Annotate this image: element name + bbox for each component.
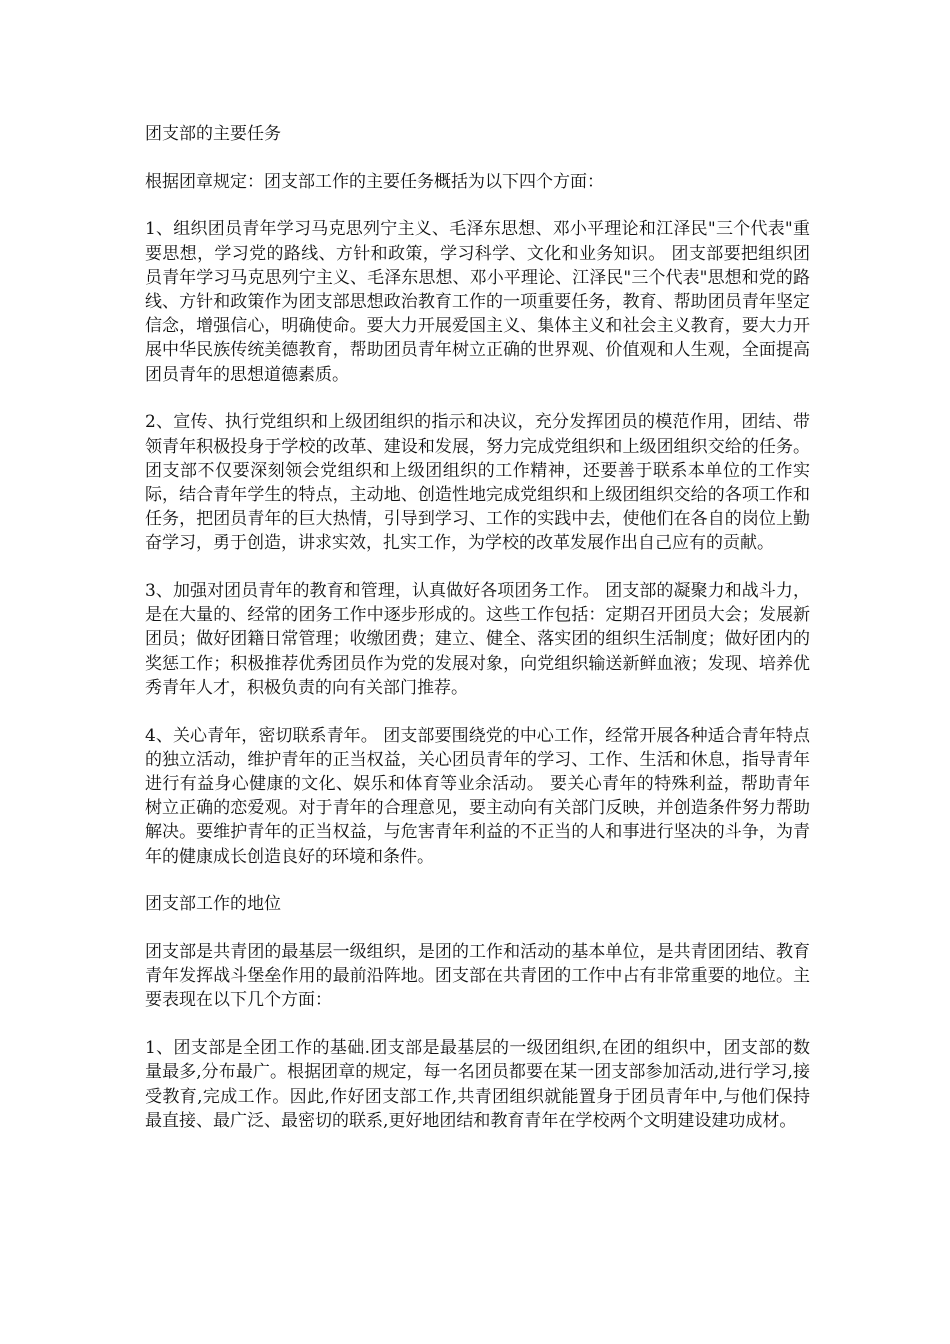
paragraph-status-intro: 团支部是共青团的最基层一级组织，是团的工作和活动的基本单位，是共青团团结、教育青年发挥战斗堡垒作用的最前沿阵地。团支部在共青团的工作中占有非常重要的地位。主要表现在以下几个方面： <box>145 941 810 1011</box>
heading-main-tasks: 团支部的主要任务 <box>145 124 281 144</box>
paragraph-tasks-intro: 根据团章规定：团支部工作的主要任务概括为以下四个方面： <box>145 171 604 192</box>
heading-status: 团支部工作的地位 <box>145 894 281 915</box>
paragraph-task-2: 2、宣传、执行党组织和上级团组织的指示和决议，充分发挥团员的模范作用，团结、带领青年积极投身于学校的改革、建设和发展，努力完成党组织和上级团组织交给的任务。 团支部不仅要深刻领会党组织和上级团组织的工作精神，还要善于联系本单位的工作实际，结合青年学生的特点，主动地、创造性地完成党组织和上级团组织交给的各项工作和任务，把团员青年的巨大热情，引导到学习、工作的实践中去，使他们在各自的岗位上勤奋学习，勇于创造，讲求实效，扎实工作，为学校的改革发展作出自己应有的贡献。 <box>145 412 810 554</box>
paragraph-task-1: 1、组织团员青年学习马克思列宁主义、毛泽东思想、邓小平理论和江泽民"三个代表"重要思想，学习党的路线、方针和政策，学习科学、文化和业务知识。 团支部要把组织团员青年学习马克思列宁主义、毛泽东思想、邓小平理论、江泽民"三个代表"思想和党的路线、方针和政策作为团支部思想政治教育工作的一项重要任务，教育、帮助团员青年坚定信念，增强信心，明确使命。要大力开展爱国主义、集体主义和社会主义教育，要大力开展中华民族传统美德教育，帮助团员青年树立正确的世界观、价值观和人生观，全面提高团员青年的思想道德素质。 <box>145 219 810 385</box>
document-body <box>145 122 810 1156</box>
paragraph-status-1: 1、团支部是全团工作的基础.团支部是最基层的一级团组织,在团的组织中，团支部的数量最多,分布最广。根据团章的规定，每一名团员都要在某一团支部参加活动,进行学习,接受教育,完成工作。因此,作好团支部工作,共青团组织就能置身于团员青年中,与他们保持最直接、最广泛、最密切的联系,更好地团结和教育青年在学校两个文明建设建功成材。 <box>145 1038 810 1131</box>
paragraph-task-4: 4、关心青年，密切联系青年。 团支部要围绕党的中心工作，经常开展各种适合青年特点的独立活动，维护青年的正当权益，关心团员青年的学习、工作、生活和休息，指导青年进行有益身心健康的文化、娱乐和体育等业余活动。 要关心青年的特殊利益，帮助青年树立正确的恋爱观。对于青年的合理意见，要主动向有关部门反映，并创造条件努力帮助解决。要维护青年的正当权益，与危害青年利益的不正当的人和事进行坚决的斗争，为青年的健康成长创造良好的环境和条件。 <box>145 725 810 867</box>
paragraph-task-3: 3、加强对团员青年的教育和管理，认真做好各项团务工作。 团支部的凝聚力和战斗力，是在大量的、经常的团务工作中逐步形成的。这些工作包括：定期召开团员大会；发展新团员；做好团籍日常管理；收缴团费；建立、健全、落实团的组织生活制度；做好团内的奖惩工作；积极推荐优秀团员作为党的发展对象，向党组织输送新鲜血液；发现、培养优秀青年人才，积极负责的向有关部门推荐。 <box>145 581 810 698</box>
